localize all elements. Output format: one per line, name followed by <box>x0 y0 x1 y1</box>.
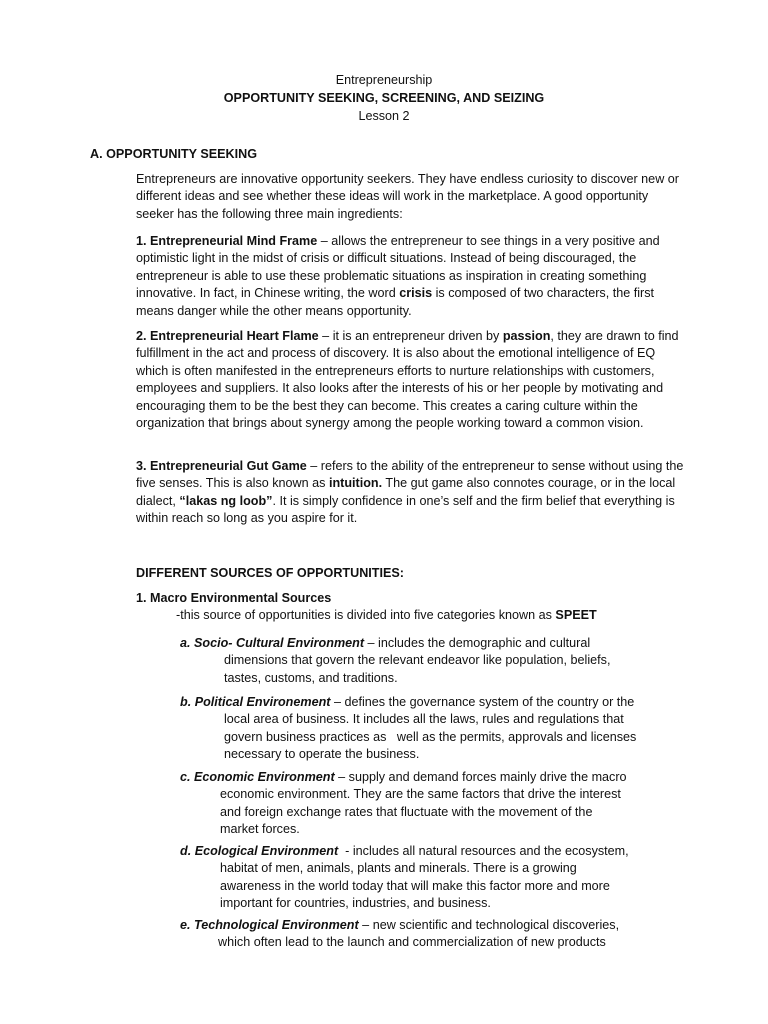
macro-title: 1. Macro Environmental Sources <box>136 591 332 605</box>
ingredient-heart-flame <box>136 328 684 432</box>
source-item-label: c. Economic Environment <box>180 770 335 784</box>
source-item-text: – defines the governance system of the country or the <box>330 695 635 709</box>
source-item-text: – supply and demand forces mainly drive the macro <box>334 770 627 784</box>
speet-acronym: SPEET <box>555 608 597 623</box>
ingredient-emphasis: passion <box>502 329 551 343</box>
source-item-line: tastes, customs, and traditions. <box>224 670 398 685</box>
source-item-label: a. Socio- Cultural Environment <box>180 636 365 650</box>
ingredient-emphasis: crisis <box>399 286 433 301</box>
ingredient-text: – it is an entrepreneur driven by <box>318 329 503 343</box>
macro-description <box>136 607 684 624</box>
source-item-line: govern business practices as well as the permits, approvals and licenses <box>224 729 637 744</box>
ingredient-title: 2. Entrepreneurial Heart Flame <box>136 329 319 343</box>
source-item-label: d. Ecological Environment <box>180 844 339 858</box>
source-item-political <box>180 694 680 764</box>
source-item-label: b. Political Environement <box>180 695 331 709</box>
source-item-text: – new scientific and technological discoveries, <box>358 918 620 932</box>
macro-sources <box>136 590 684 625</box>
source-item-line: local area of business. It includes all the laws, rules and regulations that <box>224 712 624 727</box>
source-item-label: e. Technological Environment <box>180 918 359 932</box>
document-title: OPPORTUNITY SEEKING, SCREENING, AND SEIZING <box>223 91 545 105</box>
source-item-line: market forces. <box>220 822 300 837</box>
source-item-text: - includes all natural resources and the ecosystem, <box>338 844 629 858</box>
source-item-line: which often lead to the launch and commercialization of new products <box>218 935 606 950</box>
ingredient-text: The gut game also connotes courage, or in the local dialect, <box>136 476 676 508</box>
ingredient-emphasis: “lakas ng loob” <box>179 493 273 508</box>
ingredient-title: 3. Entrepreneurial Gut Game <box>136 459 307 473</box>
ingredient-emphasis: intuition. <box>328 476 383 491</box>
ingredient-text: is composed of two characters, the first means danger while the other means opportunity. <box>136 286 655 318</box>
ingredient-text: , they are drawn to find fulfillment in the act and process of discovery. It is also about the emotional intelligence of EQ which is often manifested in the entrepreneurs efforts to nurture relationships with customers, employees and suppliers. It also looks after the interests of his or her people by motivating and encouraging them to be the best they can become. This creates a caring culture within the organization that brings about synergy among the people working toward a common vision. <box>136 329 679 431</box>
source-item-technological <box>180 917 680 952</box>
ingredient-title: 1. Entrepreneurial Mind Frame <box>136 234 318 248</box>
lesson-line: Lesson 2 <box>358 109 410 123</box>
source-item-socio-cultural <box>180 635 680 687</box>
source-item-line: habitat of men, animals, plants and minerals. There is a growing <box>220 861 577 876</box>
ingredient-gut-game <box>136 458 684 528</box>
ingredient-text: – allows the entrepreneur to see things in a very positive and optimistic light in the midst of crisis or difficult situations. Instead of being discouraged, the entrepreneur is able to use these problematic situations as inspiration in creating something innovative. In fact, in Chinese writing, the word <box>136 234 660 301</box>
source-item-line: awareness in the world today that will make this factor more and more <box>220 878 610 893</box>
macro-description-text: -this source of opportunities is divided into five categories known as <box>176 608 556 623</box>
document-header <box>0 71 768 125</box>
section-heading: A. OPPORTUNITY SEEKING <box>90 147 258 161</box>
ingredient-text: – refers to the ability of the entrepreneur to sense without using the five senses. This is also known as <box>136 459 684 491</box>
ingredient-text: . It is simply confidence in one’s self and the firm belief that everything is within reach so long as you aspire for it. <box>136 493 675 526</box>
source-item-line: economic environment. They are the same factors that drive the interest <box>220 787 621 802</box>
intro-paragraph: Entrepreneurs are innovative opportunity seekers. They have endless curiosity to discover new or different ideas and see whether these ideas will work in the marketplace. A good opportunity seeker has the following three main ingredients: <box>136 172 679 221</box>
source-item-line: necessary to operate the business. <box>224 747 420 762</box>
source-item-text: – includes the demographic and cultural <box>364 636 591 650</box>
subject-line: Entrepreneurship <box>335 73 433 87</box>
source-item-line: and foreign exchange rates that fluctuate with the movement of the <box>220 804 593 819</box>
source-item-line: important for countries, industries, and business. <box>220 896 491 911</box>
source-item-ecological <box>180 843 680 913</box>
source-item-line: dimensions that govern the relevant endeavor like population, beliefs, <box>224 653 611 668</box>
ingredient-mind-frame <box>136 233 684 320</box>
source-item-economic <box>180 769 680 839</box>
sources-heading: DIFFERENT SOURCES OF OPPORTUNITIES: <box>136 566 404 580</box>
